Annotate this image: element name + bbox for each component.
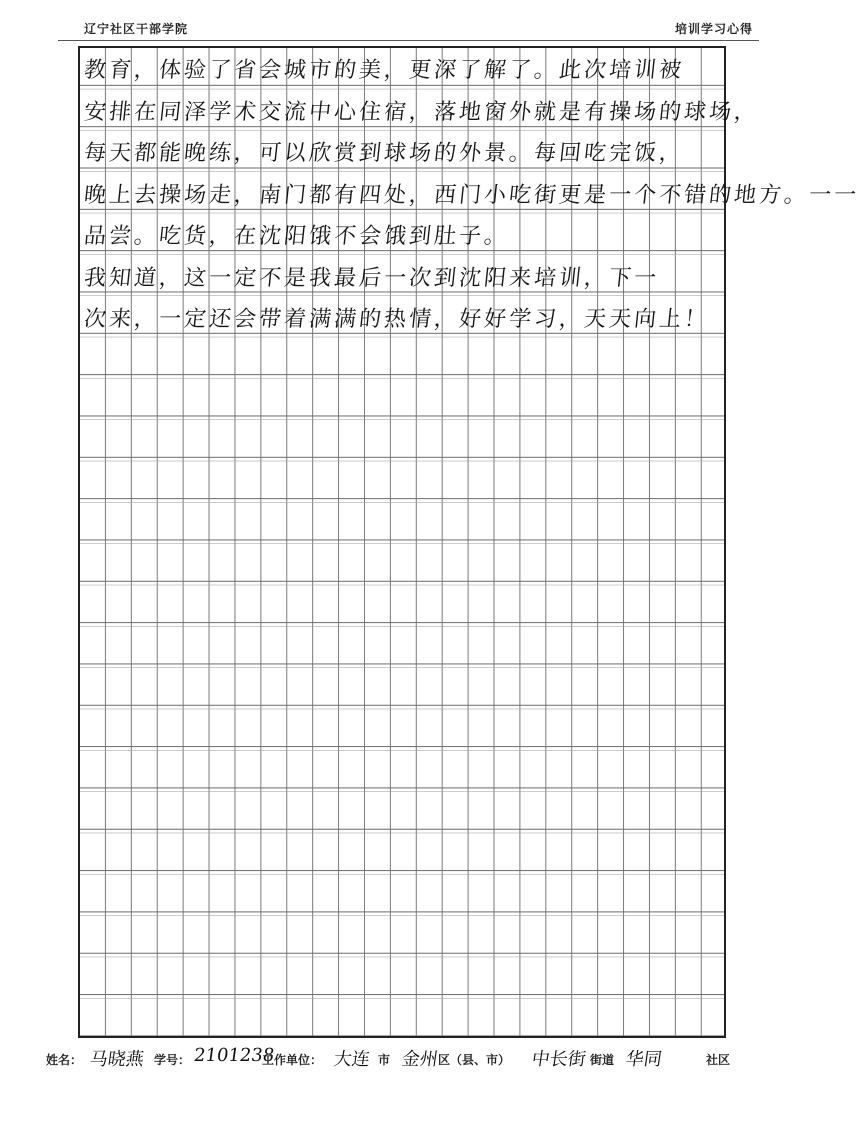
essay-line-1: 教育，体验了省会城市的美，更深了解了。此次培训被	[82, 58, 686, 83]
essay-line-2: 安排在同泽学术交流中心住宿，落地窗外就是有操场的球场，	[82, 100, 761, 125]
district-label: 区（县、市）	[438, 1053, 511, 1067]
essay-line-6: 我知道，这一定不是我最后一次到沈阳来培训，下一	[82, 266, 661, 291]
student-id-value: 2101238	[192, 1045, 276, 1066]
city-label: 市	[378, 1053, 391, 1067]
essay-line-5: 品尝。吃货，在沈阳饿不会饿到肚子。	[82, 224, 511, 249]
essay-line-3: 每天都能晚练，可以欣赏到球场的外景。每回吃完饭，	[82, 141, 686, 166]
street-label: 街道	[590, 1053, 615, 1067]
street-value: 中长街	[530, 1049, 588, 1070]
header-divider	[58, 40, 759, 41]
community-value: 华同	[624, 1049, 664, 1070]
work-unit-label: 工作单位：	[262, 1053, 323, 1067]
institution-header: 辽宁社区干部学院	[84, 22, 189, 36]
name-value: 马晓燕	[88, 1049, 146, 1070]
community-label: 社区	[706, 1053, 731, 1067]
essay-line-7: 次来，一定还会带着满满的热情，好好学习，天天向上！	[82, 307, 711, 332]
document-type-header: 培训学习心得	[674, 22, 753, 36]
student-id-label: 学号：	[154, 1053, 191, 1067]
name-label: 姓名：	[46, 1053, 83, 1067]
district-value: 金州	[400, 1049, 440, 1070]
essay-line-4: 晚上去操场走，南门都有四处，西门小吃街更是一个不错的地方。一一	[82, 183, 860, 208]
city-value: 大连	[332, 1049, 372, 1070]
student-info-footer	[0, 1043, 799, 1083]
